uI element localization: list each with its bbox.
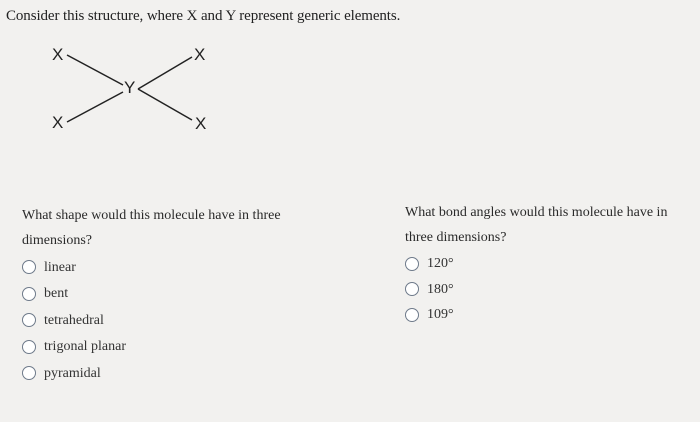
radio-button[interactable] <box>405 308 419 322</box>
option-label: bent <box>44 286 69 302</box>
option-label: linear <box>44 259 76 275</box>
shape-options-list <box>22 254 282 387</box>
radio-button[interactable] <box>22 366 36 380</box>
radio-button[interactable] <box>405 257 419 271</box>
option-label: 109° <box>427 307 454 323</box>
angle-option-180[interactable] <box>405 277 685 303</box>
bond-angle-question <box>405 200 685 328</box>
shape-option-pyramidal[interactable] <box>22 360 282 387</box>
atom-x-top-right: X <box>194 45 206 64</box>
radio-button[interactable] <box>22 340 36 354</box>
bond-bottom-right <box>138 89 192 120</box>
option-label: trigonal planar <box>44 339 127 355</box>
shape-option-tetrahedral[interactable] <box>22 307 282 334</box>
atom-x-bottom-right: X <box>195 114 207 133</box>
option-label: 120° <box>427 256 454 272</box>
bond-angle-question-text: What bond angles would this molecule have in three dimensions? <box>405 205 668 245</box>
molecule-structure-diagram <box>40 38 230 138</box>
atom-y-center: Y <box>124 78 136 97</box>
option-label: tetrahedral <box>44 312 104 328</box>
bond-bottom-left <box>67 92 123 122</box>
option-label: 180° <box>427 281 454 297</box>
molecule-structure-svg <box>40 38 230 138</box>
shape-question <box>22 203 282 387</box>
shape-option-bent[interactable] <box>22 281 282 308</box>
radio-button[interactable] <box>22 287 36 301</box>
angle-option-109[interactable] <box>405 302 685 328</box>
bond-top-right <box>138 57 192 89</box>
bond-top-left <box>67 55 123 85</box>
angle-option-120[interactable] <box>405 251 685 277</box>
bond-angle-options-list <box>405 251 685 328</box>
shape-option-linear[interactable] <box>22 254 282 281</box>
shape-question-text: What shape would this molecule have in three dimensions? <box>22 208 281 248</box>
radio-button[interactable] <box>405 282 419 296</box>
shape-option-trigonal-planar[interactable] <box>22 334 282 361</box>
atom-x-bottom-left: X <box>52 113 64 132</box>
option-label: pyramidal <box>44 365 101 381</box>
atom-x-top-left: X <box>52 45 64 64</box>
question-intro: Consider this structure, where X and Y represent generic elements. <box>6 8 401 24</box>
radio-button[interactable] <box>22 313 36 327</box>
radio-button[interactable] <box>22 260 36 274</box>
